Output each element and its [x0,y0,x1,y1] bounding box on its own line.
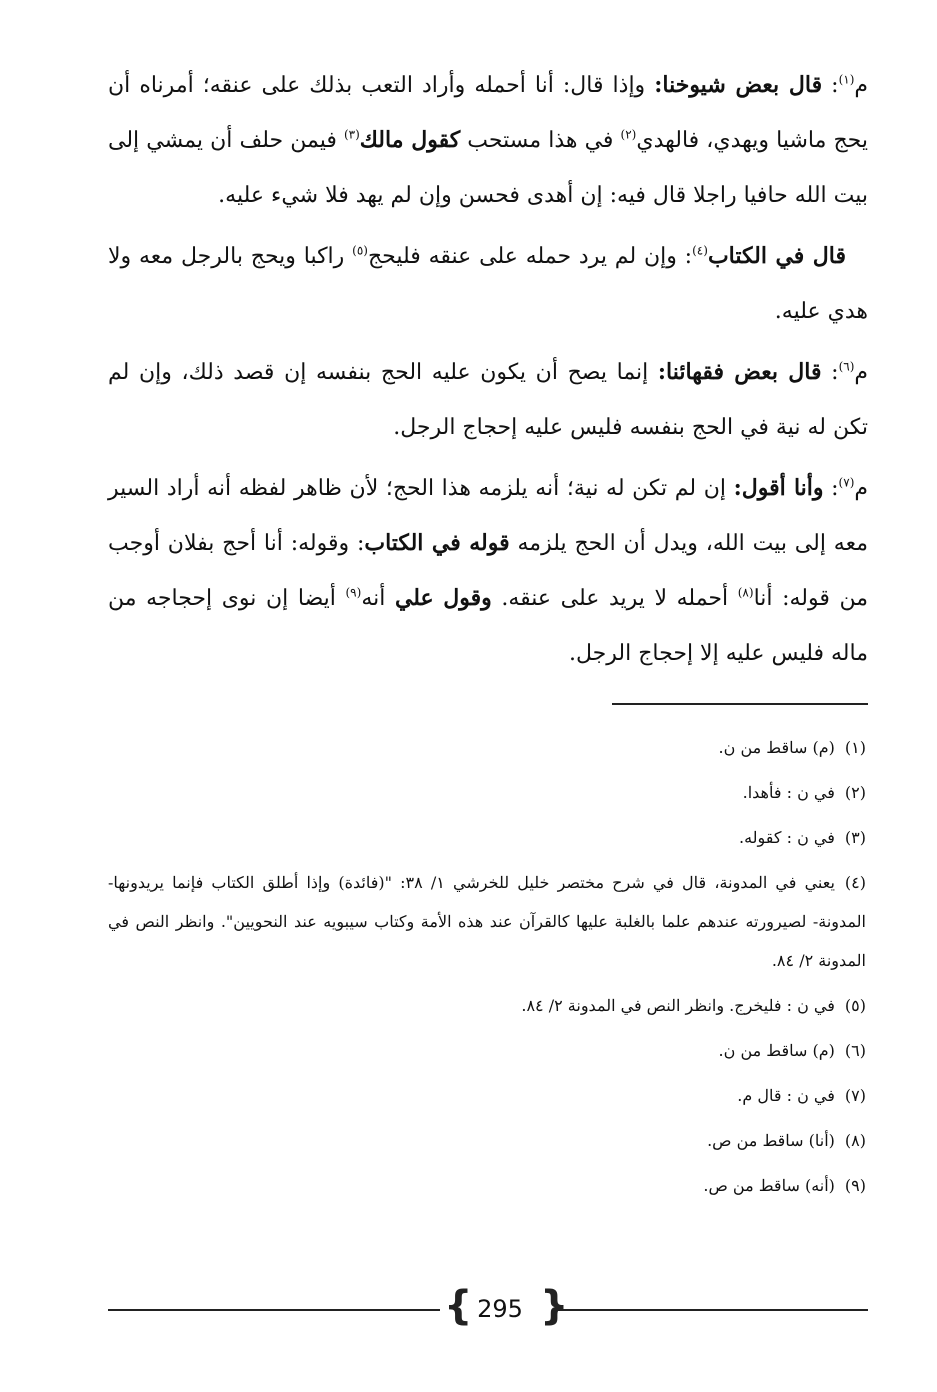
footnote-ref-5: (٥) [352,243,368,258]
footnote-text: (م) ساقط من ن. [718,738,835,757]
footnote-text: (أنا) ساقط من ص. [707,1131,835,1150]
text-span: وإذا قال: أنا أحمله وأراد التعب بذلك على عنقه؛ أمرناه أن يحج ماشيا ويهدي، فالهدي [108,73,868,153]
bold-phrase: وقول [443,585,492,611]
text-span: أنه [361,586,395,611]
footnote-text: (أنه) ساقط من ص. [703,1176,835,1195]
footnote-ref-9: (٩) [345,585,362,600]
footnote-number: (١) [844,738,866,757]
footnote-number: (٥) [844,996,866,1015]
page-number: 295 [477,1295,523,1323]
footnote-4 [108,863,866,980]
bold-phrase: وأنا أقول: [733,475,824,501]
footnote-text: في ن : كقوله. [739,828,835,847]
footnote-separator [612,703,868,705]
footnote-6 [108,1031,866,1070]
footnote-ref-2: (٢) [620,127,637,142]
bold-phrase: قال بعض شيوخنا: [654,72,823,98]
footnote-ref-6: (٦) [838,359,855,374]
footnote-2 [108,773,866,812]
text-span: : وقوله: أنا أحج بفلان أوجب من قوله: أنا [108,531,868,611]
footnote-number: (٤) [844,873,867,892]
footnote-ref-1: (١) [838,72,855,87]
footnote-number: (٧) [844,1086,866,1105]
bold-phrase: قال في الكتاب [707,243,846,269]
footnote-7 [108,1076,866,1115]
text-span: في هذا مستحب [460,128,621,153]
footnote-number: (٢) [844,783,866,802]
paragraph-1 [108,58,868,223]
text-span: م [854,476,868,501]
footnote-3 [108,818,866,857]
footnote-ref-8: (٨) [737,585,754,600]
paragraph-3 [108,345,868,455]
text-span: : [822,73,839,98]
text-span: أحمله لا يريد على عنقه. [491,586,738,611]
footer-rule-right [556,1309,868,1311]
text-span: م [854,73,869,98]
footnote-text: في ن : قال م. [737,1086,835,1105]
footnote-text: في ن : فليخرج. وانظر النص في المدونة ٢/ ٨٤. [521,996,835,1015]
footnote-1 [108,728,866,767]
footnote-text: في ن : فأهدا. [742,783,835,802]
footnote-8 [108,1121,866,1160]
page-footer [108,1283,868,1332]
text-span: فيمن حلف أن يمشي إلى بيت الله حافيا راجلا قال فيه: إن أهدى فحسن وإن لم يهد فلا شيء عليه. [108,128,868,208]
footnote-number: (٩) [844,1176,866,1195]
text-span: م [854,360,869,385]
text-span: أيضا إن نوى إحجاجه من ماله فليس عليه إلا إحجاج الرجل. [108,586,868,666]
footnote-9 [108,1166,866,1205]
footnote-ref-7: (٧) [838,475,855,490]
footnotes [108,728,866,1211]
footnote-number: (٨) [844,1131,866,1150]
bold-phrase: قال بعض فقهائنا: [657,359,822,385]
footnote-text: (م) ساقط من ن. [718,1041,835,1060]
text-span: : وإن لم يرد حمله على عنقه فليحج [367,244,693,269]
page-number-open-bracket: { [444,1283,473,1329]
page-number-close-bracket: } [540,1283,569,1329]
text-span: إن لم تكن له نية؛ أنه يلزمه هذا الحج؛ لأن ظاهر لفظه أنه أراد السير معه إلى بيت الله، ويدل أن الحج يلزمه [108,476,868,556]
text-span: راكبا ويحج بالرجل معه ولا هدي عليه. [108,244,868,324]
paragraph-4 [108,461,868,681]
footer-rule-left [108,1309,440,1311]
bold-phrase: قوله في الكتاب [364,530,510,556]
text-span: إنما يصح أن يكون عليه الحج بنفسه إن قصد ذلك، وإن لم تكن له نية في الحج بنفسه فليس عليه إحجاج الرجل. [108,360,868,440]
text-span: : [821,360,839,385]
main-text [108,58,868,687]
footnote-number: (٣) [844,828,866,847]
footnote-ref-4: (٤) [692,243,708,258]
footnote-text: يعني في المدونة، قال في شرح مختصر خليل للخرشي ١/ ٣٨: "(فائدة) وإذا أطلق الكتاب فإنما يريدونها- المدونة- لصيرورته عندهم علما بالغلبة عليها كالقرآن عند هذه الأمة وكتاب سيبويه عند النحويين". وانظر النص في المدونة ٢/ ٨٤. [108,873,866,970]
footnote-number: (٦) [844,1041,866,1060]
bold-phrase: كقول مالك [359,127,461,153]
bold-phrase: علي [394,585,434,611]
text-span: : [823,476,839,501]
paragraph-2 [108,229,868,339]
footnote-5 [108,986,866,1025]
text-span [434,586,444,611]
footnote-ref-3: (٣) [343,127,360,142]
